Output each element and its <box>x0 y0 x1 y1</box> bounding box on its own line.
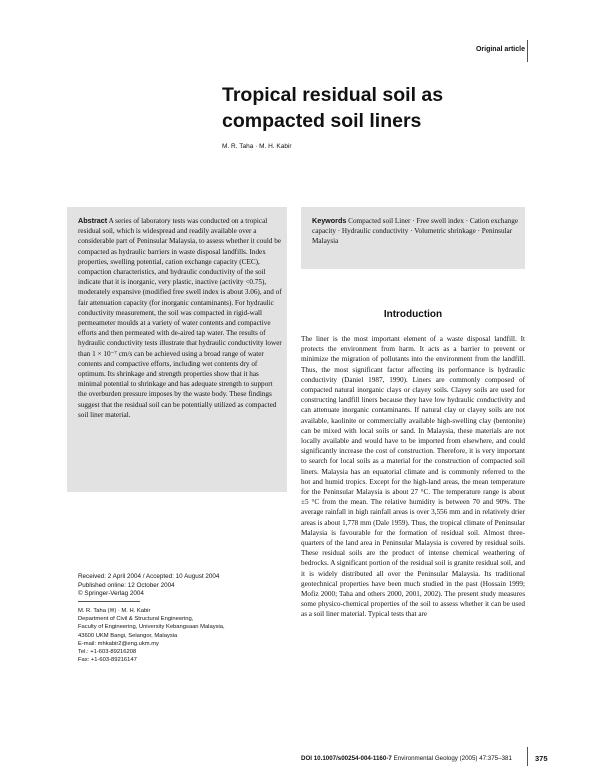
introduction-body: The liner is the most important element of a waste disposal landfill. It protects the environment from harm. It acts as a barrier to prevent or minimize the migration of pollutants into the environment from the landfill. Thus, the most significant factor affecting its performance is hydraulic conductivity (Daniel 1987, 1990). Liners are commonly composed of compacted natural inorganic clays or clayey soils. Clayey soils are used for constructing landfill liners because they have low hydraulic conductivity and can attenuate inorganic contaminants. If natural clay or clayey soils are not available, kaolinite or commercially available high-swelling clay (bentonite) can be mixed with local soils or sand. In Malaysia, these materials are not locally available and would have to be imported from elsewhere, and could significantly increase the cost of construction. Therefore, it is very important to search for local soils as a material for the construction of compacted soil liners. Malaysia has an equatorial climate and is commonly referred to the hot and humid tropics. Except for the high-land areas, the mean temperature for the Peninsular Malaysia is about 27 °C. The temperature range is about ±5 °C from the mean. The relative humidity is between 70 and 90%. The average rainfall in high rainfall areas is over 3,556 mm and in relatively drier areas is about 1,778 mm (Dale 1959). Thus, the tropical climate of Peninsular Malaysia is favourable for the formation of residual soil. Almost three-quarters of the land area in Peninsular Malaysia is covered by residual soils. These residual soils are the product of intense chemical weathering of bedrocks. A significant portion of the residual soil is granite residual soil, and it is widely distributed all over the Peninsular Malaysia. Its traditional geotechnical properties have been much studied in the past (Hossain 1999; Mofiz 2000; Taha and others 2000, 2001, 2002). The present study measures some physico-chemical properties of the soil to assess whether it can be used as a soil liner material. Typical tests that are <box>301 335 525 619</box>
affiliation-email: E-mail: mhkabir2@eng.ukm.my <box>78 640 159 647</box>
abstract-body: A series of laboratory tests was conducted on a tropical residual soil, which is widespread and readily available over a considerable part of Peninsular Malaysia, to assess whether it could be compacted as hydraulic barriers in waste disposal landfills. Index properties, swelling potential, cation exchange capacity (CEC), compaction characteristics, and hydraulic conductivity of the soil indicate that it is inorganic, very plastic, inactive (activity <0.75), moderately expansive (modified free swell index is about 3.06), and of fair attenuation capacity (for inorganic contaminants). For hydraulic conductivity measurement, the soil was compacted in rigid-wall permeameter moulds at a variety of water contents and compactive efforts and then permeated with de-aired tap water. The results of hydraulic conductivity tests illustrate that hydraulic conductivity lower than 1 × 10⁻⁷ cm/s can be achieved using a broad range of water contents and compactive efforts, including wet contents dry of optimum. Its shrinkage and strength properties show that it has minimal potential to shrinkage and has adequate strength to support the overburden pressure imposes by the waste body. These findings suggest that the residual soil can be potentially utilized as compacted soil liner material. <box>78 217 282 419</box>
keywords <box>312 216 520 247</box>
author-list: M. R. Taha · M. H. Kabir <box>222 143 292 150</box>
article-history <box>78 573 219 599</box>
abstract-label: Abstract <box>78 216 108 225</box>
published-date: Published online: 12 October 2004 <box>78 581 175 589</box>
copyright: © Springer-Verlag 2004 <box>78 590 144 598</box>
affiliation-line: Department of Civil & Structural Engineering, <box>78 616 194 623</box>
affiliation-line: M. R. Taha (✉) · M. H. Kabir <box>78 608 151 614</box>
affiliation-line: Faculty of Engineering, University Kebangsaan Malaysia, <box>78 624 225 631</box>
received-date: Received: 2 April 2004 / Accepted: 10 August 2004 <box>78 573 220 580</box>
affiliation-fax: Fax: +1-603-89216147 <box>78 657 137 664</box>
footer-divider <box>527 747 528 766</box>
affiliation-phone: Tel.: +1-603-89216208 <box>78 649 137 656</box>
keywords-label: Keywords <box>312 216 347 225</box>
header-divider <box>527 40 528 62</box>
author-affiliation <box>78 607 225 664</box>
keywords-body: Compacted soil Liner · Free swell index · Cation exchange capacity · Hydraulic conductivity · Volumetric shrinkage · Peninsular Malaysia <box>312 217 519 246</box>
affiliation-line: 43600 UKM Bangi, Selangor, Malaysia <box>78 632 178 639</box>
abstract <box>78 216 282 420</box>
affiliation-divider <box>78 601 140 602</box>
doi: DOI 10.1007/s00254-004-1160-7 <box>301 755 392 762</box>
page-number: 375 <box>535 754 548 763</box>
journal-citation: Environmental Geology (2005) 47:375–381 <box>393 755 512 762</box>
paper-title: Tropical residual soil as compacted soil liners <box>222 84 444 132</box>
article-type-label: Original article <box>475 46 525 53</box>
page-footer <box>301 755 512 762</box>
introduction-heading: Introduction <box>383 309 443 320</box>
